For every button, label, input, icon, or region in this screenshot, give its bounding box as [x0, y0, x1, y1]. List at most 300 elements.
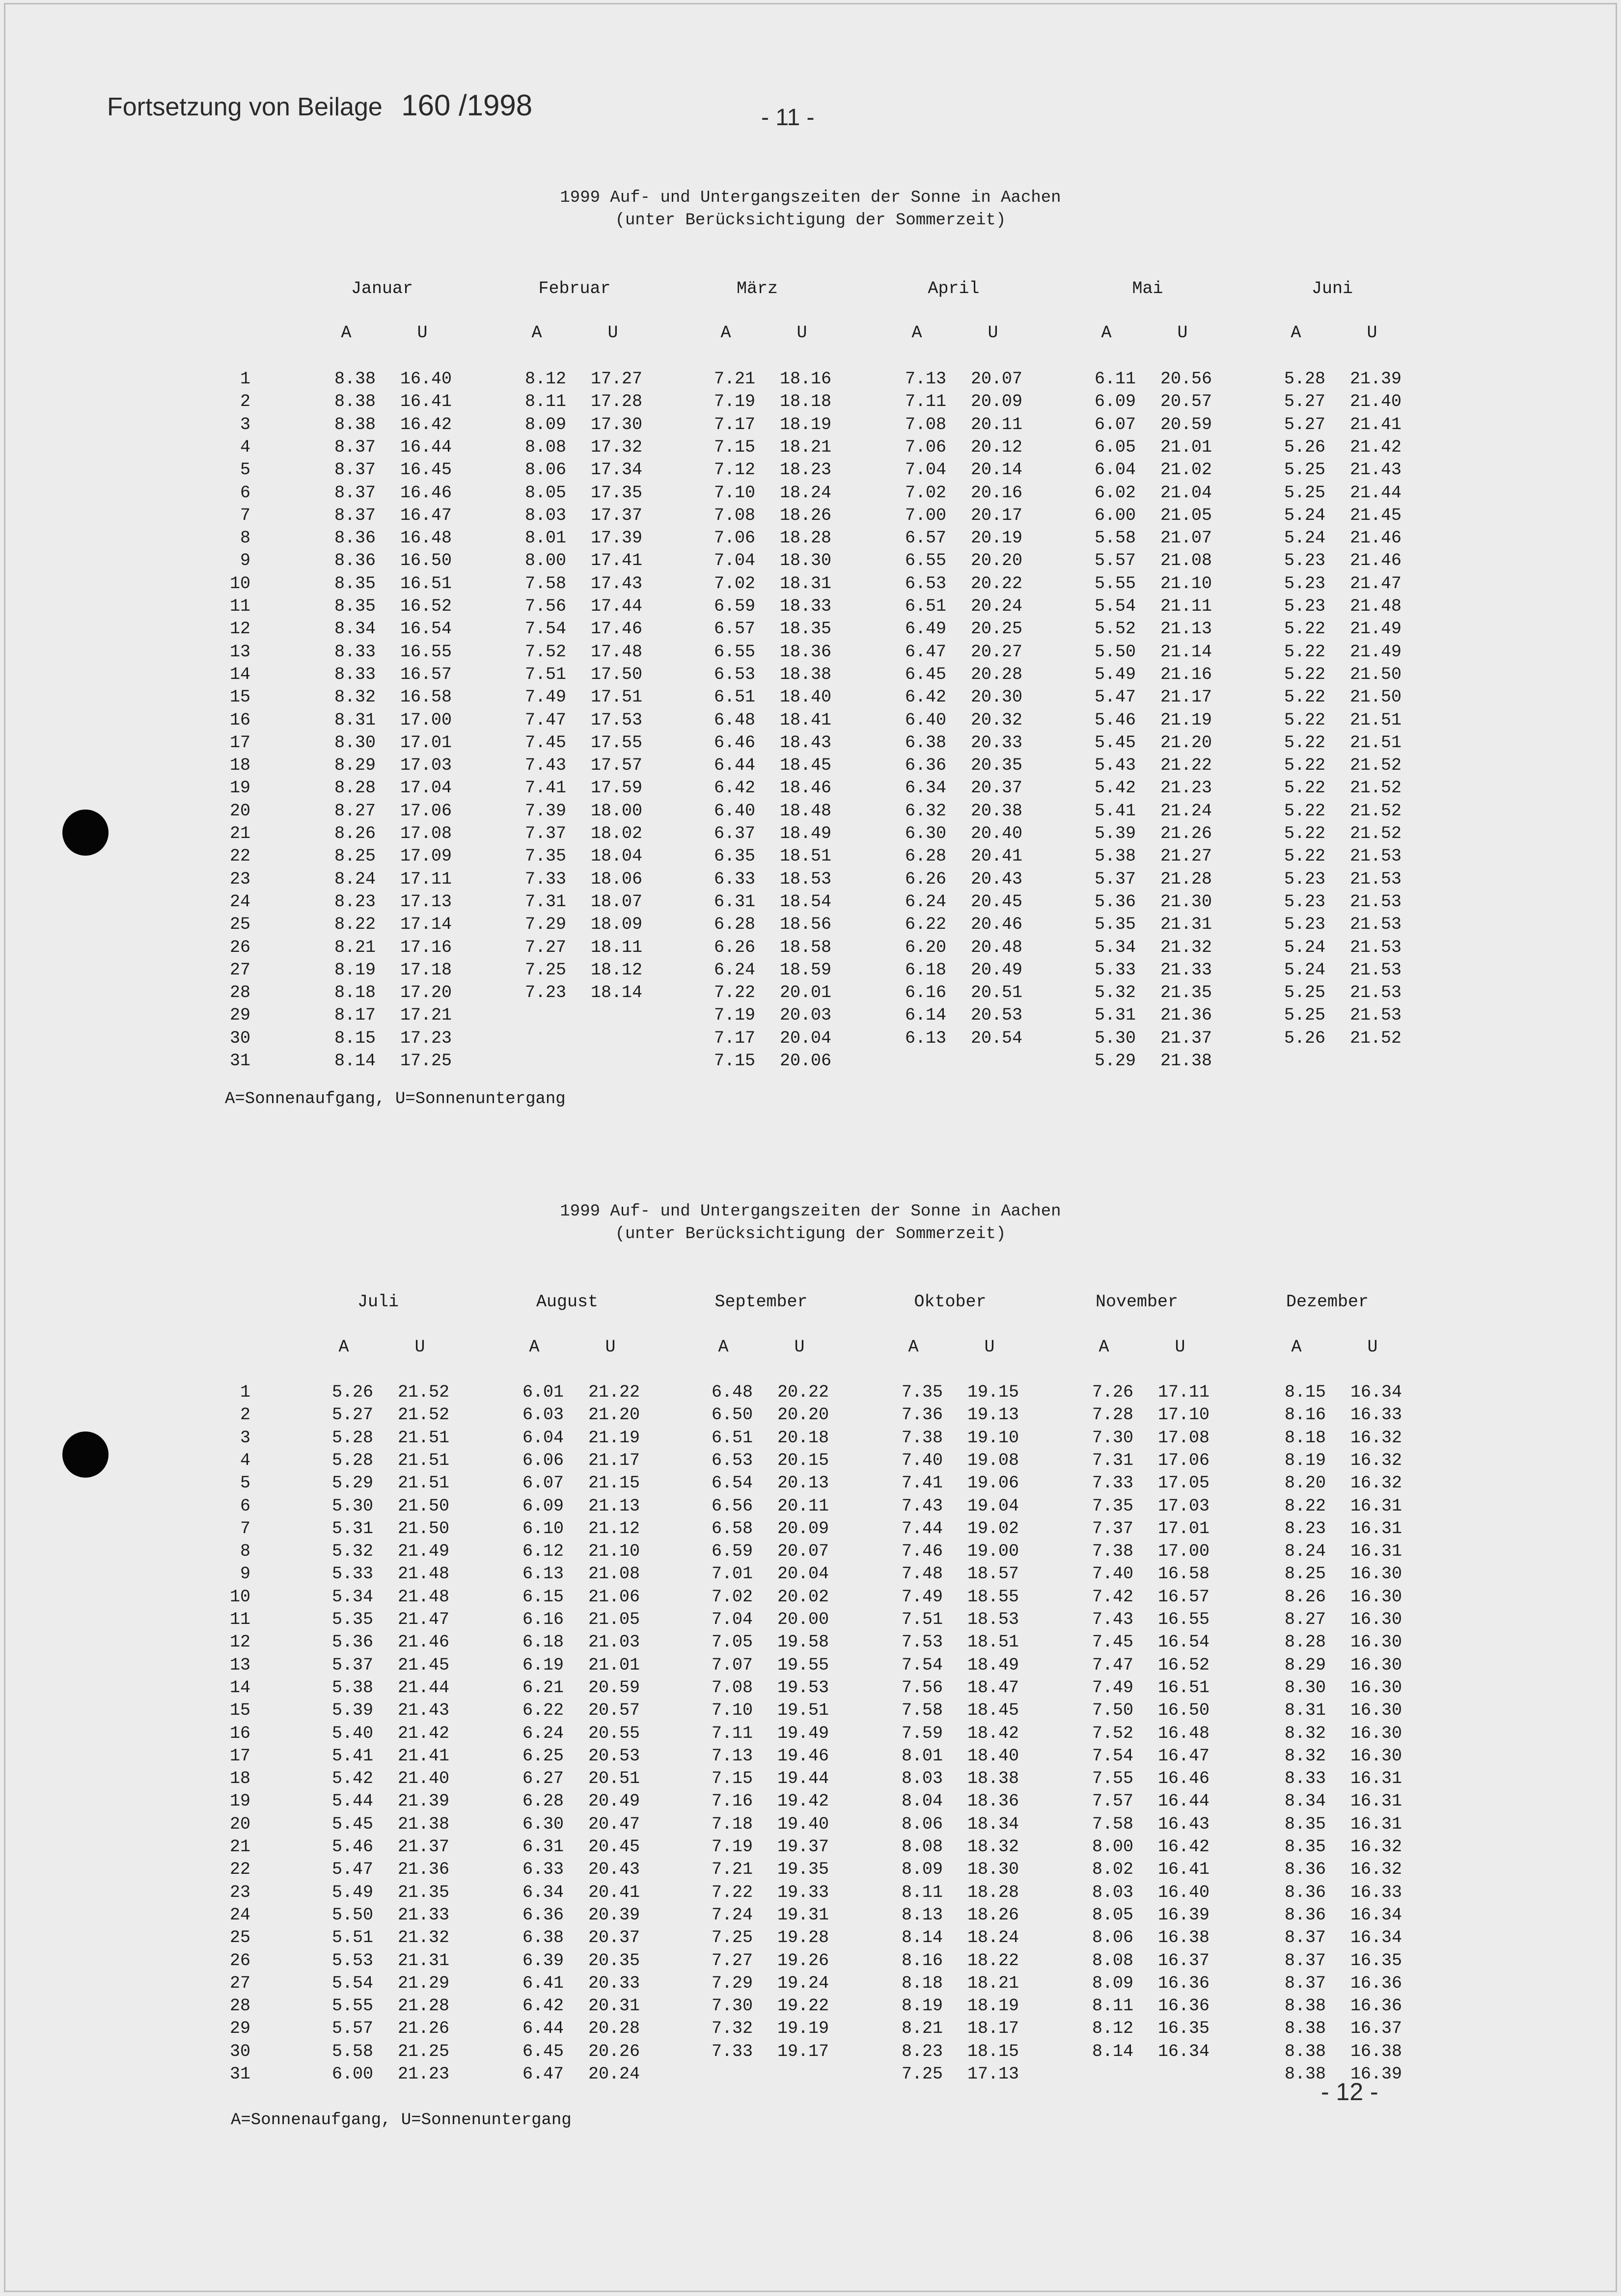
sunrise-cell: 6.13	[905, 1028, 946, 1048]
sunrise-cell: 7.44	[901, 1518, 943, 1539]
sunrise-cell: 5.42	[1094, 778, 1136, 798]
sunset-cell: 16.55	[1157, 1610, 1209, 1629]
sunrise-cell: 6.31	[522, 1837, 564, 1857]
sunset-cell: 21.13	[1160, 619, 1212, 639]
sunset-cell: 17.03	[1157, 1496, 1209, 1516]
sunrise-cell: 8.16	[1284, 1405, 1326, 1425]
sunrise-cell: 6.54	[711, 1473, 753, 1493]
sunrise-cell: 7.54	[1092, 1746, 1133, 1766]
sunrise-cell: 5.22	[1284, 846, 1325, 866]
day-number: 30	[229, 2041, 250, 2061]
sunrise-cell: 6.01	[522, 1382, 564, 1402]
sunrise-cell: 5.25	[1284, 460, 1325, 480]
sunrise-cell: 6.47	[522, 2064, 564, 2084]
sunrise-cell: 8.31	[334, 710, 376, 730]
sunset-cell: 21.22	[588, 1382, 640, 1402]
sunrise-cell: 8.36	[1284, 1882, 1326, 1902]
sunset-cell: 20.41	[970, 846, 1022, 866]
sunset-cell: 20.57	[1160, 392, 1212, 412]
sunrise-cell: 8.02	[1092, 1860, 1133, 1880]
sunrise-cell: 5.32	[1094, 983, 1136, 1003]
sunset-cell: 20.06	[779, 1051, 831, 1071]
sunrise-cell: 6.18	[905, 960, 946, 980]
day-number: 11	[229, 1610, 250, 1629]
sunset-cell: 21.05	[1160, 505, 1212, 525]
sunrise-cell: 5.28	[331, 1450, 373, 1470]
sunset-cell: 16.34	[1157, 2041, 1209, 2061]
sunset-cell: 20.37	[970, 778, 1022, 798]
sunset-cell: 17.23	[400, 1028, 452, 1048]
month-header: Dezember	[1286, 1292, 1369, 1312]
sunset-cell: 16.38	[1157, 1928, 1209, 1948]
sunset-cell: 16.58	[1157, 1564, 1209, 1584]
sunset-cell: 20.13	[777, 1473, 829, 1493]
sunrise-cell: 7.50	[1092, 1701, 1133, 1721]
sunrise-cell: 6.07	[1094, 414, 1136, 434]
day-number: 7	[240, 1518, 250, 1539]
sunrise-cell: 8.35	[1284, 1837, 1326, 1857]
sunset-cell: 18.54	[779, 891, 831, 912]
sunset-cell: 21.46	[397, 1632, 449, 1652]
sunset-cell: 19.02	[967, 1518, 1019, 1539]
sunset-cell: 21.53	[1349, 937, 1401, 957]
day-number: 8	[240, 528, 250, 548]
sunrise-cell: 7.05	[711, 1632, 753, 1652]
sunrise-cell: 8.23	[1284, 1518, 1326, 1539]
sunset-cell: 20.59	[1160, 414, 1212, 434]
column-header-sunset: U	[1177, 323, 1188, 343]
sunset-cell: 18.40	[967, 1746, 1019, 1766]
day-number: 24	[229, 891, 250, 912]
sunset-cell: 16.30	[1350, 1587, 1402, 1607]
column-header-sunset: U	[988, 323, 998, 343]
sunrise-cell: 5.50	[331, 1905, 373, 1925]
sunset-cell: 16.52	[400, 596, 452, 616]
sunset-cell: 21.19	[588, 1428, 640, 1448]
sunset-cell: 21.20	[1160, 732, 1212, 753]
sunset-cell: 21.24	[1160, 801, 1212, 821]
sunset-cell: 18.49	[967, 1655, 1019, 1675]
sunset-cell: 21.07	[1160, 528, 1212, 548]
sunset-cell: 17.06	[1157, 1450, 1209, 1470]
day-number: 20	[229, 1814, 250, 1834]
sunset-cell: 19.13	[967, 1405, 1019, 1425]
sunrise-cell: 8.33	[1284, 1769, 1326, 1789]
sunset-cell: 21.49	[397, 1541, 449, 1562]
sunset-cell: 18.23	[779, 460, 831, 480]
sunrise-cell: 7.47	[524, 710, 566, 730]
sunset-cell: 20.33	[970, 732, 1022, 753]
sunrise-cell: 7.37	[1092, 1518, 1133, 1539]
sunrise-cell: 6.57	[714, 619, 755, 639]
header-title: Fortsetzung von Beilage	[107, 93, 383, 121]
sunrise-cell: 8.32	[1284, 1746, 1326, 1766]
sunset-cell: 19.44	[777, 1769, 829, 1789]
sunrise-cell: 8.12	[1092, 2019, 1133, 2039]
sunset-cell: 21.52	[1349, 824, 1401, 843]
sunset-cell: 21.53	[1349, 915, 1401, 935]
sunset-cell: 16.32	[1350, 1837, 1402, 1857]
sunrise-cell: 8.36	[1284, 1905, 1326, 1925]
sunrise-cell: 7.06	[905, 437, 946, 457]
sunrise-cell: 5.47	[1094, 687, 1136, 707]
day-number: 30	[229, 1028, 250, 1048]
sunrise-cell: 6.39	[522, 1950, 564, 1971]
day-number: 8	[240, 1541, 250, 1562]
sunset-cell: 19.33	[777, 1882, 829, 1902]
sunset-cell: 21.11	[1160, 596, 1212, 616]
sunrise-cell: 5.54	[331, 1973, 373, 1993]
sunset-cell: 20.40	[970, 824, 1022, 843]
sunrise-cell: 8.00	[524, 551, 566, 571]
sunset-cell: 19.35	[777, 1860, 829, 1880]
sunset-cell: 21.46	[1349, 551, 1401, 571]
sunrise-cell: 6.48	[711, 1382, 753, 1402]
sunset-cell: 20.47	[588, 1814, 640, 1834]
sunset-cell: 16.50	[1157, 1701, 1209, 1721]
sunrise-cell: 5.58	[1094, 528, 1136, 548]
sunset-cell: 21.31	[397, 1950, 449, 1971]
sunrise-cell: 7.38	[901, 1428, 943, 1448]
sunset-cell: 20.37	[588, 1928, 640, 1948]
sunset-cell: 20.54	[970, 1028, 1022, 1048]
sunrise-cell: 7.35	[901, 1382, 943, 1402]
sunset-cell: 19.06	[967, 1473, 1019, 1493]
day-number: 26	[229, 1950, 250, 1971]
sunrise-cell: 6.28	[905, 846, 946, 866]
sunset-cell: 21.52	[1349, 801, 1401, 821]
sunrise-cell: 7.53	[901, 1632, 943, 1652]
column-header-sunset: U	[607, 323, 618, 343]
sunrise-cell: 7.42	[1092, 1587, 1133, 1607]
sunrise-cell: 7.33	[711, 2041, 753, 2061]
sunrise-cell: 8.06	[524, 460, 566, 480]
sunset-cell: 18.36	[967, 1791, 1019, 1811]
sunrise-cell: 5.23	[1284, 573, 1325, 594]
sunset-cell: 20.27	[970, 642, 1022, 662]
sunrise-cell: 8.30	[1284, 1677, 1326, 1698]
sunrise-cell: 5.22	[1284, 824, 1325, 843]
sunset-cell: 16.30	[1350, 1701, 1402, 1721]
sunset-cell: 18.33	[779, 596, 831, 616]
page-number-bottom: - 12 -	[1321, 2078, 1378, 2106]
sunset-cell: 20.41	[588, 1882, 640, 1902]
sunrise-cell: 5.44	[331, 1791, 373, 1811]
day-number: 1	[240, 1382, 250, 1402]
sunset-cell: 20.53	[970, 1005, 1022, 1026]
sunrise-cell: 8.17	[334, 1005, 376, 1026]
sunrise-cell: 6.48	[714, 710, 755, 730]
sunrise-cell: 6.03	[522, 1405, 564, 1425]
sunset-cell: 16.39	[1157, 1905, 1209, 1925]
column-header-sunrise: A	[1291, 1337, 1302, 1357]
sunrise-cell: 5.26	[1284, 1028, 1325, 1048]
sunrise-cell: 5.37	[1094, 869, 1136, 889]
sunrise-cell: 8.14	[334, 1051, 376, 1071]
sunset-cell: 21.26	[397, 2019, 449, 2039]
sunrise-cell: 5.23	[1284, 551, 1325, 571]
sunset-cell: 21.10	[588, 1541, 640, 1562]
sunset-cell: 16.46	[1157, 1769, 1209, 1789]
sunrise-cell: 5.26	[331, 1382, 373, 1402]
sunset-cell: 18.28	[779, 528, 831, 548]
sunrise-cell: 7.58	[524, 573, 566, 594]
sunset-cell: 18.19	[779, 414, 831, 434]
column-header-sunrise: A	[720, 323, 731, 343]
sunset-cell: 18.53	[779, 869, 831, 889]
column-header-sunset: U	[414, 1337, 425, 1357]
sunset-cell: 21.05	[588, 1610, 640, 1629]
sunset-cell: 18.57	[967, 1564, 1019, 1584]
sunset-cell: 20.20	[777, 1405, 829, 1425]
sunset-cell: 16.31	[1350, 1518, 1402, 1539]
sunset-cell: 21.42	[1349, 437, 1401, 457]
sunrise-cell: 6.21	[522, 1677, 564, 1698]
sunset-cell: 17.08	[400, 824, 452, 843]
sunrise-cell: 7.30	[711, 1996, 753, 2016]
sunrise-cell: 8.11	[524, 392, 566, 412]
sunrise-cell: 5.36	[331, 1632, 373, 1652]
sunrise-cell: 5.23	[1284, 596, 1325, 616]
day-number: 14	[229, 1677, 250, 1698]
sunrise-cell: 7.55	[1092, 1769, 1133, 1789]
column-header-sunset: U	[417, 323, 428, 343]
sunset-cell: 17.30	[590, 414, 642, 434]
sunset-cell: 18.36	[779, 642, 831, 662]
sunrise-cell: 6.44	[522, 2019, 564, 2039]
sunrise-cell: 6.40	[905, 710, 946, 730]
sunrise-cell: 7.15	[714, 437, 755, 457]
sunset-cell: 21.36	[397, 1860, 449, 1880]
sunset-cell: 20.28	[970, 664, 1022, 684]
sunset-cell: 21.53	[1349, 1005, 1401, 1026]
sunset-cell: 18.43	[779, 732, 831, 753]
sunrise-cell: 8.38	[334, 414, 376, 434]
sunset-cell: 20.09	[970, 392, 1022, 412]
column-header-sunset: U	[1175, 1337, 1185, 1357]
month-header: September	[714, 1292, 808, 1312]
sunset-cell: 17.41	[590, 551, 642, 571]
sunrise-cell: 7.43	[901, 1496, 943, 1516]
day-number: 15	[229, 687, 250, 707]
sunset-cell: 21.45	[1349, 505, 1401, 525]
sunset-cell: 17.59	[590, 778, 642, 798]
sunset-cell: 21.28	[1160, 869, 1212, 889]
sunrise-cell: 7.32	[711, 2019, 753, 2039]
day-number: 16	[229, 710, 250, 730]
sunrise-cell: 5.30	[331, 1496, 373, 1516]
sunrise-cell: 7.49	[524, 687, 566, 707]
sunset-cell: 21.48	[397, 1587, 449, 1607]
sunset-cell: 21.52	[1349, 756, 1401, 776]
sunset-cell: 21.51	[1349, 732, 1401, 753]
sunset-cell: 18.26	[779, 505, 831, 525]
sunset-cell: 20.24	[588, 2064, 640, 2084]
sunrise-cell: 5.34	[331, 1587, 373, 1607]
sunrise-cell: 6.46	[714, 732, 755, 753]
sunset-cell: 20.30	[970, 687, 1022, 707]
sunrise-cell: 8.23	[901, 2041, 943, 2061]
sunrise-cell: 5.38	[331, 1677, 373, 1698]
sunrise-cell: 5.24	[1284, 505, 1325, 525]
sunrise-cell: 8.14	[1092, 2041, 1133, 2061]
sunrise-cell: 6.59	[711, 1541, 753, 1562]
sunset-cell: 21.43	[1349, 460, 1401, 480]
sunset-cell: 20.01	[779, 983, 831, 1003]
sunset-cell: 18.21	[779, 437, 831, 457]
sunset-cell: 20.11	[970, 414, 1022, 434]
column-header-sunset: U	[605, 1337, 616, 1357]
sunrise-cell: 5.31	[331, 1518, 373, 1539]
sunrise-cell: 8.38	[1284, 1996, 1326, 2016]
sunrise-cell: 7.19	[711, 1837, 753, 1857]
sunset-cell: 18.31	[779, 573, 831, 594]
sunset-cell: 18.11	[590, 937, 642, 957]
sunset-cell: 17.11	[400, 869, 452, 889]
sunset-cell: 16.55	[400, 642, 452, 662]
sunset-cell: 20.15	[777, 1450, 829, 1470]
sunrise-cell: 8.20	[1284, 1473, 1326, 1493]
sunset-cell: 16.30	[1350, 1655, 1402, 1675]
sunset-cell: 21.10	[1160, 573, 1212, 594]
sunrise-cell: 6.53	[711, 1450, 753, 1470]
sunset-cell: 20.46	[970, 915, 1022, 935]
sunset-cell: 21.02	[1160, 460, 1212, 480]
sunset-cell: 18.30	[779, 551, 831, 571]
sunrise-cell: 6.32	[905, 801, 946, 821]
column-header-sunrise: A	[908, 1337, 919, 1357]
sunset-cell: 16.41	[1157, 1860, 1209, 1880]
sunrise-cell: 8.37	[334, 505, 376, 525]
sunrise-cell: 7.49	[901, 1587, 943, 1607]
sunset-cell: 18.30	[967, 1860, 1019, 1880]
sunset-cell: 20.35	[970, 756, 1022, 776]
sunrise-cell: 7.56	[524, 596, 566, 616]
day-number: 6	[240, 483, 250, 503]
sunrise-cell: 7.48	[901, 1564, 943, 1584]
sunset-cell: 20.39	[588, 1905, 640, 1925]
sunset-cell: 20.14	[970, 460, 1022, 480]
sunset-cell: 19.00	[967, 1541, 1019, 1562]
day-number: 2	[240, 392, 250, 412]
sunrise-cell: 7.54	[524, 619, 566, 639]
sunrise-cell: 6.33	[522, 1860, 564, 1880]
sunset-cell: 18.06	[590, 869, 642, 889]
sunset-cell: 21.36	[1160, 1005, 1212, 1026]
sunset-cell: 20.48	[970, 937, 1022, 957]
sunset-cell: 20.19	[970, 528, 1022, 548]
page-header	[107, 88, 532, 122]
day-number: 25	[229, 915, 250, 935]
sunset-cell: 16.34	[1350, 1905, 1402, 1925]
day-number: 4	[240, 1450, 250, 1470]
sunset-cell: 21.44	[1349, 483, 1401, 503]
sunrise-cell: 5.57	[1094, 551, 1136, 571]
sunrise-cell: 5.34	[1094, 937, 1136, 957]
sunset-cell: 18.45	[779, 756, 831, 776]
sunrise-cell: 7.30	[1092, 1428, 1133, 1448]
sunrise-cell: 7.22	[714, 983, 755, 1003]
table-title: 1999 Auf- und Untergangszeiten der Sonne in Aachen	[560, 189, 1061, 207]
sunset-cell: 20.16	[970, 483, 1022, 503]
sunset-cell: 16.35	[1350, 1950, 1402, 1971]
sunrise-cell: 7.41	[524, 778, 566, 798]
sunrise-cell: 6.51	[905, 596, 946, 616]
sunrise-cell: 8.09	[1092, 1973, 1133, 1993]
sunset-cell: 17.08	[1157, 1428, 1209, 1448]
sunset-cell: 21.51	[397, 1428, 449, 1448]
column-header-sunset: U	[794, 1337, 805, 1357]
day-number: 10	[229, 1587, 250, 1607]
sunrise-cell: 8.27	[1284, 1610, 1326, 1629]
sunrise-cell: 6.59	[714, 596, 755, 616]
sunset-cell: 18.38	[967, 1769, 1019, 1789]
sunset-cell: 21.32	[397, 1928, 449, 1948]
sunrise-cell: 7.33	[524, 869, 566, 889]
sunset-cell: 16.31	[1350, 1769, 1402, 1789]
sunset-cell: 17.50	[590, 664, 642, 684]
sunrise-cell: 5.43	[1094, 756, 1136, 776]
sunrise-cell: 7.21	[711, 1860, 753, 1880]
sunset-cell: 17.13	[400, 891, 452, 912]
sunrise-cell: 7.25	[711, 1928, 753, 1948]
month-header: November	[1095, 1292, 1179, 1312]
sunset-cell: 21.19	[1160, 710, 1212, 730]
sunset-cell: 18.40	[779, 687, 831, 707]
day-number: 25	[229, 1928, 250, 1948]
sunset-cell: 21.35	[397, 1882, 449, 1902]
column-header-sunrise: A	[911, 323, 922, 343]
sunrise-cell: 8.16	[901, 1950, 943, 1971]
sunrise-cell: 5.22	[1284, 687, 1325, 707]
sunset-cell: 21.48	[397, 1564, 449, 1584]
sunrise-cell: 7.27	[524, 937, 566, 957]
sunrise-cell: 5.55	[331, 1996, 373, 2016]
sunset-cell: 18.26	[967, 1905, 1019, 1925]
sunrise-cell: 5.39	[331, 1701, 373, 1721]
sunrise-cell: 8.37	[334, 460, 376, 480]
sunset-cell: 20.32	[970, 710, 1022, 730]
sunset-cell: 17.27	[590, 369, 642, 389]
sunrise-cell: 7.07	[711, 1655, 753, 1675]
sunrise-cell: 7.41	[901, 1473, 943, 1493]
sunset-cell: 21.33	[1160, 960, 1212, 980]
sunset-cell: 19.19	[777, 2019, 829, 2039]
sunrise-cell: 6.44	[714, 756, 755, 776]
sunset-cell: 21.38	[397, 1814, 449, 1834]
sunset-cell: 16.30	[1350, 1632, 1402, 1652]
sunset-cell: 18.34	[967, 1814, 1019, 1834]
sunset-cell: 20.43	[970, 869, 1022, 889]
sunrise-cell: 8.06	[901, 1814, 943, 1834]
day-number: 31	[229, 2064, 250, 2084]
sunrise-cell: 7.25	[901, 2064, 943, 2084]
sunset-cell: 17.51	[590, 687, 642, 707]
sunset-cell: 21.50	[1349, 687, 1401, 707]
sunset-cell: 21.33	[397, 1905, 449, 1925]
sunset-cell: 16.34	[1350, 1382, 1402, 1402]
sunrise-cell: 8.21	[334, 937, 376, 957]
sunset-cell: 18.02	[590, 824, 642, 843]
sunset-cell: 16.51	[400, 573, 452, 594]
sunset-cell: 17.01	[400, 732, 452, 753]
sunset-cell: 20.25	[970, 619, 1022, 639]
sunrise-cell: 8.24	[334, 869, 376, 889]
day-number: 11	[229, 596, 250, 616]
sunset-cell: 20.49	[588, 1791, 640, 1811]
sunset-cell: 21.23	[397, 2064, 449, 2084]
sunrise-cell: 7.01	[711, 1564, 753, 1584]
